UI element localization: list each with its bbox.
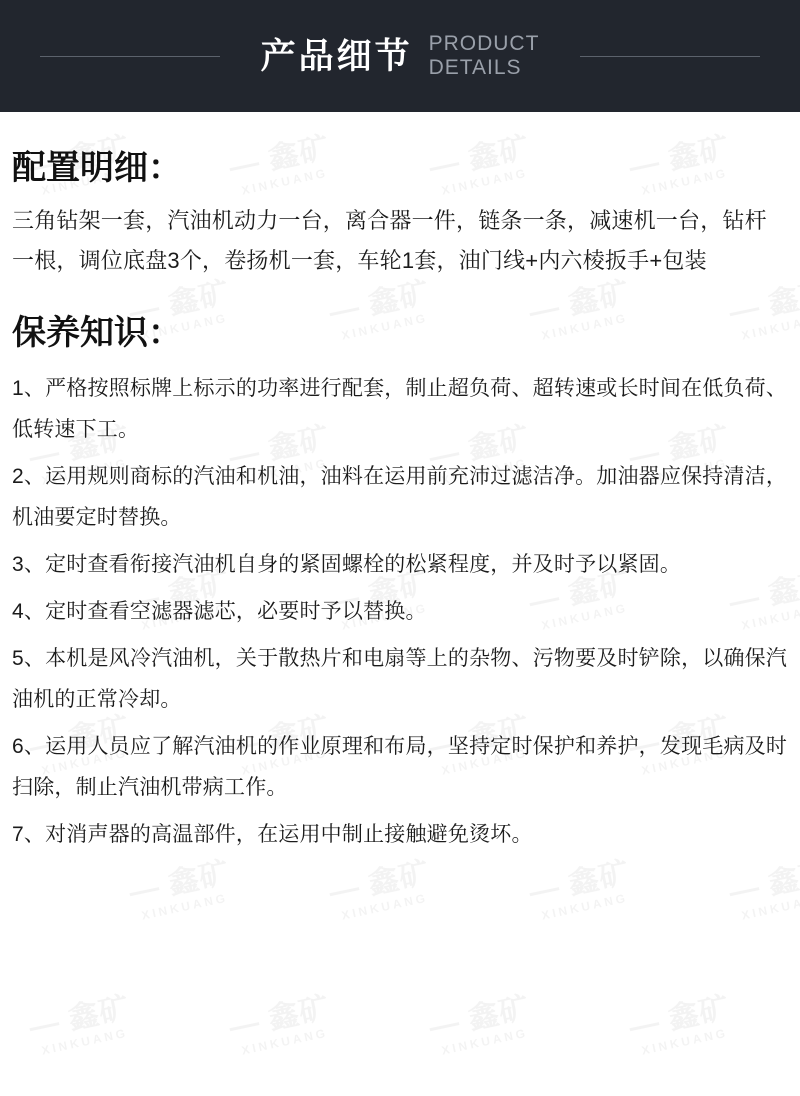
configuration-detail-text: 三角钻架一套，汽油机动力一台，离合器一件，链条一条，减速机一台，钻杆一根，调位底盘3个，卷扬机一套，车轮1套，油门线+内六棱扳手+包装 <box>12 208 767 273</box>
page-header-banner <box>0 0 800 112</box>
banner-title-group <box>0 0 800 112</box>
watermark-xinkuang <box>126 857 236 923</box>
section-title-configuration: 配置明细： <box>12 149 182 187</box>
watermark-text-chinese <box>526 857 633 909</box>
maintenance-item-3: 3、定时查看衔接汽油机自身的紧固螺栓的松紧程度，并及时予以紧固。 <box>12 553 682 576</box>
watermark-text-chinese <box>726 857 800 909</box>
watermark-xinkuang <box>526 857 636 923</box>
watermark-text-english <box>733 890 800 924</box>
watermark-text-chinese <box>126 857 233 909</box>
watermark-xinkuang <box>226 992 336 1058</box>
watermark-text-chinese <box>626 992 733 1044</box>
watermark-text-english <box>233 1025 336 1059</box>
maintenance-item-6: 6、运用人员应了解汽油机的作业原理和布局，坚持定时保护和养护，发现毛病及时扫除，制止汽油机带病工作。 <box>12 735 788 799</box>
watermark-text-english <box>33 1025 136 1059</box>
maintenance-item-1: 1、严格按照标牌上标示的功率进行配套，制止超负荷、超转速或长时间在低负荷、低转速下工。 <box>12 377 788 441</box>
watermark-xinkuang <box>626 992 736 1058</box>
watermark-text-english <box>533 890 636 924</box>
maintenance-item-7: 7、对消声器的高温部件，在运用中制止接触避免烫坏。 <box>12 823 533 846</box>
watermark-text-chinese <box>26 992 133 1044</box>
watermark-xinkuang <box>726 857 800 923</box>
banner-title-chinese: 产品细节 <box>260 36 413 76</box>
watermark-text-chinese <box>426 992 533 1044</box>
maintenance-item-5: 5、本机是风冷汽油机，关于散热片和电扇等上的杂物、污物要及时铲除，以确保汽油机的正常冷却。 <box>12 647 788 711</box>
banner-title-english-line2: DETAILS <box>428 56 522 79</box>
banner-title-english <box>429 32 540 80</box>
maintenance-item-4: 4、定时查看空滤器滤芯，必要时予以替换。 <box>12 600 427 623</box>
watermark-text-chinese <box>226 992 333 1044</box>
watermark-xinkuang <box>26 992 136 1058</box>
section-title-maintenance: 保养知识： <box>12 314 182 352</box>
watermark-text-english <box>333 890 436 924</box>
watermark-text-english <box>633 1025 736 1059</box>
maintenance-item-2: 2、运用规则商标的汽油和机油，油料在运用前充沛过滤洁净。加油器应保持清洁，机油要定时替换。 <box>12 465 788 529</box>
watermark-text-english <box>133 890 236 924</box>
banner-title-english-line1: PRODUCT <box>428 31 540 55</box>
watermark-text-chinese <box>326 857 433 909</box>
watermark-xinkuang <box>326 857 436 923</box>
document-content <box>0 112 800 855</box>
watermark-text-english <box>433 1025 536 1059</box>
watermark-xinkuang <box>426 992 536 1058</box>
